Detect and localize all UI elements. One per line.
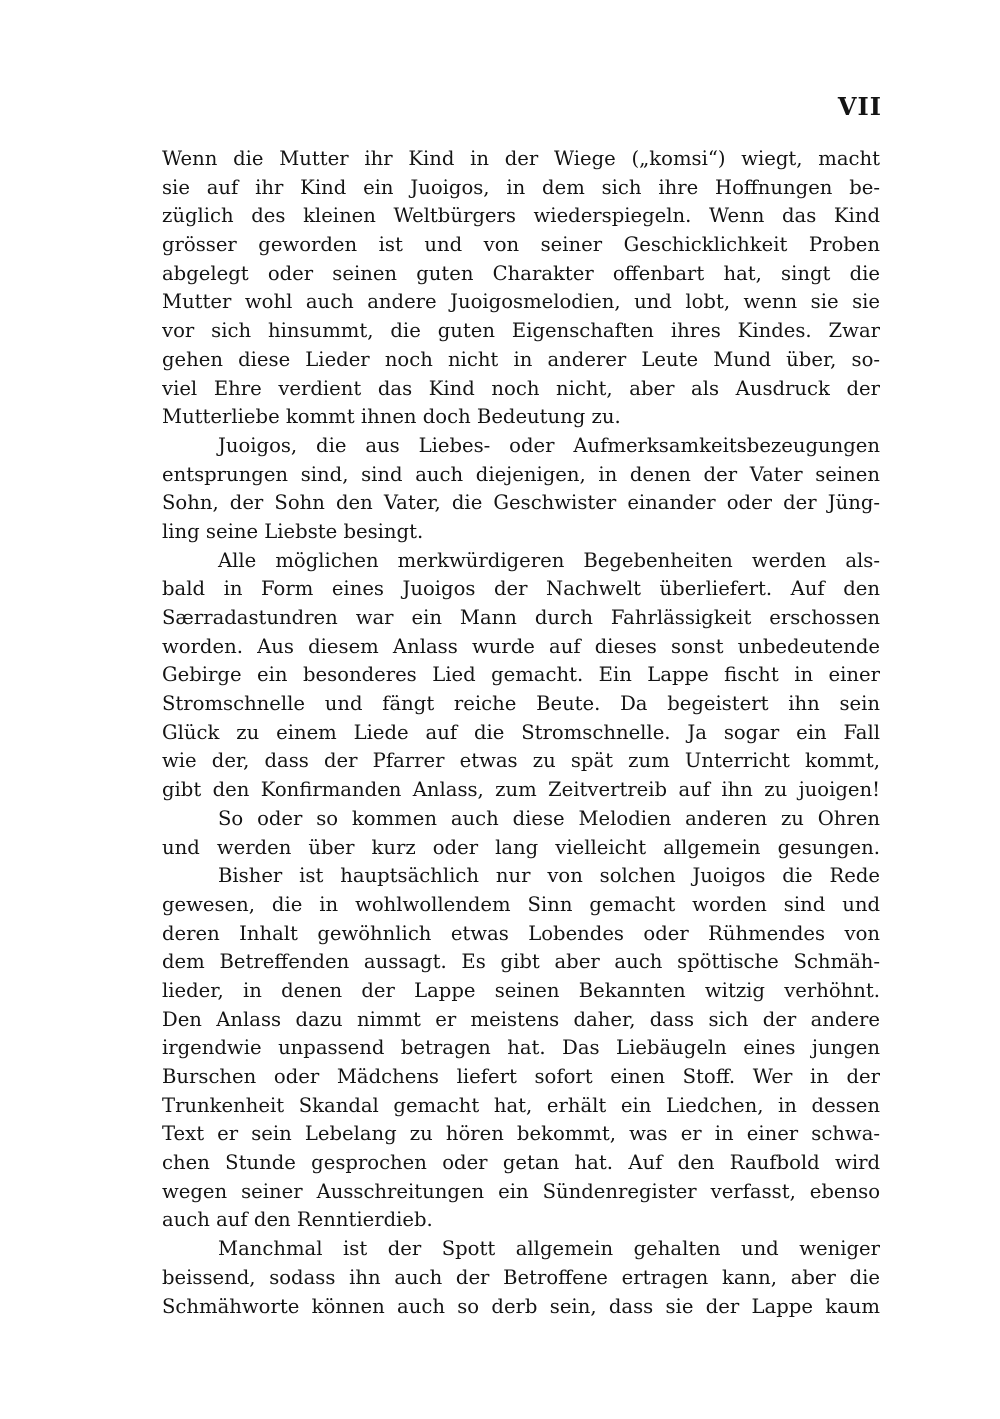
text-line: deren Inhalt gewöhnlich etwas Lobendes oder Rühmendes von [162, 921, 880, 945]
text-line: Sohn, der Sohn den Vater, die Geschwister einander oder der Jüng- [162, 491, 880, 515]
text-line: bald in Form eines Juoigos der Nachwelt überliefert. Auf den [162, 577, 880, 601]
text-line: Text er sein Lebelang zu hören bekommt, was er in einer schwa- [162, 1122, 880, 1146]
text-line: Mutterliebe kommt ihnen doch Bedeutung zu. [162, 405, 621, 429]
text-line: gewesen, die in wohlwollendem Sinn gemacht worden sind und [162, 892, 880, 916]
text-line: Særradastundren war ein Mann durch Fahrlässigkeit erschossen [162, 606, 880, 629]
text-line: entsprungen sind, sind auch diejenigen, in denen der Vater seinen [162, 462, 880, 486]
text-line: worden. Aus diesem Anlass wurde auf dieses sonst unbedeutende [162, 634, 880, 658]
text-line: züglich des kleinen Weltbürgers wiederspiegeln. Wenn das Kind [162, 204, 880, 228]
text-line: auch auf den Renntierdieb. [162, 1208, 433, 1232]
text-line: irgendwie unpassend betragen hat. Das Liebäugeln eines jungen [162, 1036, 880, 1060]
text-line: So oder so kommen auch diese Melodien anderen zu Ohren [218, 806, 880, 830]
text-line: Juoigos, die aus Liebes- oder Aufmerksamkeitsbezeugungen [218, 433, 880, 457]
text-line: dem Betreffenden aussagt. Es gibt aber auch spöttische Schmäh- [162, 950, 880, 974]
text-line: beissend, sodass ihn auch der Betroffene ertragen kann, aber die [162, 1265, 880, 1289]
text-line: gibt den Konfirmanden Anlass, zum Zeitvertreib auf ihn zu juoigen! [162, 778, 880, 802]
text-line: Mutter wohl auch andere Juoigosmelodien, und lobt, wenn sie sie [162, 290, 880, 314]
text-line: Bisher ist hauptsächlich nur von solchen Juoigos die Rede [218, 864, 880, 888]
text-line: wie der, dass der Pfarrer etwas zu spät zum Unterricht kommt, [162, 749, 880, 773]
text-line: abgelegt oder seinen guten Charakter offenbart hat, singt die [162, 261, 880, 285]
text-line: ling seine Liebste besingt. [162, 519, 424, 543]
text-line: lieder, in denen der Lappe seinen Bekannten witzig verhöhnt. [162, 978, 880, 1002]
text-line: Trunkenheit Skandal gemacht hat, erhält ein Liedchen, in dessen [162, 1093, 880, 1117]
text-line: sie auf ihr Kind ein Juoigos, in dem sich ihre Hoffnungen be- [162, 175, 880, 199]
text-line: grösser geworden ist und von seiner Geschicklichkeit Proben [162, 233, 880, 257]
text-line: Den Anlass dazu nimmt er meistens daher, dass sich der andere [162, 1007, 880, 1031]
text-line: Schmähworte können auch so derb sein, dass sie der Lappe kaum [162, 1294, 880, 1318]
text-line: chen Stunde gesprochen oder getan hat. Auf den Raufbold wird [162, 1151, 880, 1175]
text-line: und werden über kurz oder lang vielleicht allgemein gesungen. [162, 835, 880, 859]
page-number: VII [837, 92, 882, 121]
text-line: Glück zu einem Liede auf die Stromschnelle. Ja sogar ein Fall [162, 720, 880, 744]
text-line: Gebirge ein besonderes Lied gemacht. Ein Lappe fischt in einer [162, 663, 880, 687]
text-line: Wenn die Mutter ihr Kind in der Wiege („komsi“) wiegt, macht [162, 147, 880, 170]
text-line: Manchmal ist der Spott allgemein gehalten und weniger [218, 1237, 880, 1261]
text-line: vor sich hinsummt, die guten Eigenschaften ihres Kindes. Zwar [162, 319, 880, 343]
text-line: gehen diese Lieder noch nicht in anderer Leute Mund über, so- [162, 347, 880, 371]
body-text [162, 145, 880, 1321]
text-line: Stromschnelle und fängt reiche Beute. Da begeistert ihn sein [162, 692, 880, 716]
text-line: wegen seiner Ausschreitungen ein Sündenregister verfasst, ebenso [162, 1179, 880, 1203]
text-line: Alle möglichen merkwürdigeren Begebenheiten werden als- [218, 548, 880, 572]
text-line: Burschen oder Mädchens liefert sofort einen Stoff. Wer in der [162, 1065, 880, 1088]
text-line: viel Ehre verdient das Kind noch nicht, aber als Ausdruck der [162, 376, 880, 400]
